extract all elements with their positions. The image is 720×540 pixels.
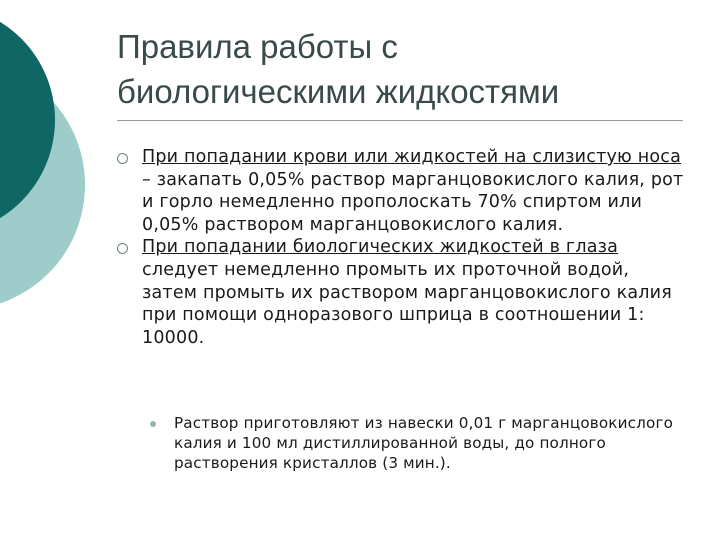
bullet-list [117,146,687,349]
bullet-text [142,146,687,236]
title-line-1: Правила работы с [117,28,398,65]
bullet-item-eyes [117,236,687,349]
subbullet-item-solution [150,413,690,473]
hollow-circle-bullet-icon [117,153,128,164]
bullet-item-nose [117,146,687,236]
underlined-phrase: При попадании биологических жидкостей в глаза [142,237,619,258]
decorative-circles [0,0,120,330]
bullet-text [142,236,687,349]
title-divider [117,120,683,121]
filled-dot-bullet-icon [150,421,156,427]
subbullet-text: Раствор приготовляют из навески 0,01 г марганцовокислого калия и 100 мл дистиллированной воды, до полного растворения кристаллов (3 мин.). [174,414,674,472]
underlined-phrase: При попадании крови или жидкостей на слизистую носа [142,147,682,167]
slide-title [117,24,697,114]
subbullet-list [150,413,690,473]
hollow-circle-bullet-icon [117,243,128,254]
bullet-rest-text: – закапать 0,05% раствор марганцовокислого калия, рот и горло немедленно прополоскать 70% спиртом или 0,05% раствором марганцовокислого калия. [142,169,684,235]
bullet-rest-text: следует немедленно промыть их проточной водой, затем промыть их раствором марганцовокислого калия при помощи одноразового шприца в соотношении 1: 10000. [142,259,672,348]
title-line-2: биологическими жидкостями [117,73,560,110]
